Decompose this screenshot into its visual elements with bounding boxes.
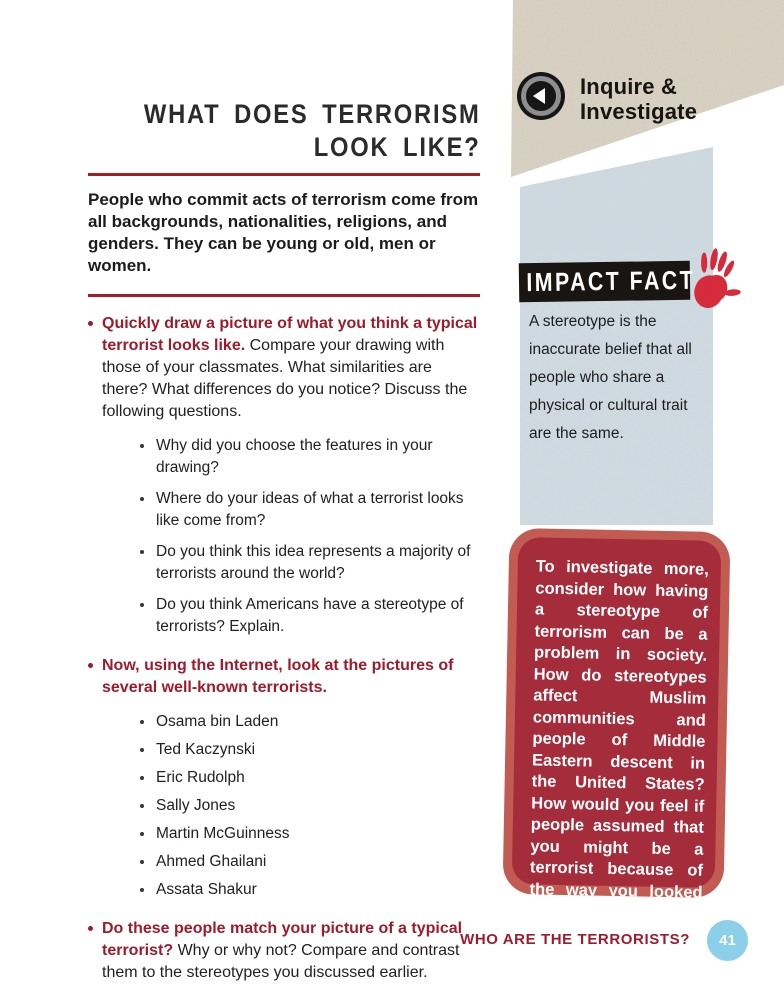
question-item: Why did you choose the features in your drawing? [140,435,480,479]
step-lead: Now, using the Internet, look at the pictures of several well-known terrorists. [102,657,454,696]
page-title-line1: WHAT DOES TERRORISM [143,99,480,129]
activity-steps [88,313,480,984]
investigate-more-text: To investigate more, consider how having a stereotype of terrorism can be a problem in society. How do stereotypes affect Muslim communities and people of Middle Eastern descent in the United States? How would you feel if people assumed that you might be a terrorist because of the way you looked or your religion? [529,557,709,922]
bullet-icon [140,804,144,808]
question-item: Where do your ideas of what a terrorist looks like come from? [140,488,480,532]
name-item: Ahmed Ghailani [140,851,480,873]
chapter-footer: WHO ARE THE TERRORISTS? [460,931,690,948]
bullet-icon [140,550,144,554]
step-item [88,918,480,984]
investigate-more-box [503,528,731,922]
page-number-badge: 41 [707,920,748,961]
red-rule-top [88,173,480,176]
red-bullet-icon [88,321,93,326]
main-column [88,98,480,984]
name-item: Sally Jones [140,795,480,817]
question-item: Do you think Americans have a stereotype of terrorists? Explain. [140,594,480,638]
bullet-icon [140,776,144,780]
impact-fact-banner [519,261,696,302]
step-lead: Quickly draw a picture of what you think a typical terrorist looks like. [102,315,478,354]
red-rule-bottom [88,294,480,297]
section-heading [580,74,697,124]
red-bullet-icon [88,926,93,931]
name-item: Assata Shakur [140,879,480,901]
investigate-more-inner [512,537,722,922]
red-bullet-icon [88,663,93,668]
bullet-icon [140,444,144,448]
step-item [88,655,480,911]
bullet-icon [140,860,144,864]
impact-fact-text: A stereotype is the inaccurate belief that all people who share a physical or cultural trait are the same. [529,313,692,442]
name-item: Ted Kaczynski [140,739,480,761]
section-heading-line1: Inquire & [580,74,678,99]
name-item: Eric Rudolph [140,767,480,789]
bullet-icon [140,888,144,892]
page-title-line2: LOOK LIKE? [313,132,480,162]
name-item: Martin McGuinness [140,823,480,845]
intro-paragraph: People who commit acts of terrorism come from all backgrounds, nationalities, religions, and genders. They can be young or old, men or women. [88,190,479,275]
step-item [88,313,480,648]
bullet-icon [140,832,144,836]
bullet-icon [140,748,144,752]
question-list [140,435,480,638]
bullet-icon [140,720,144,724]
play-left-icon [521,76,561,116]
step-rest: Why or why not? Compare and contrast them to the stereotypes you discussed earlier. [102,942,460,981]
question-item: Do you think this idea represents a majority of terrorists around the world? [140,541,480,585]
bullet-icon [140,497,144,501]
section-heading-line2: Investigate [580,99,698,124]
step-rest: Compare your drawing with those of your classmates. What similarities are there? What differences do you notice? Discuss the following questions. [102,337,468,420]
impact-fact-label: IMPACT FACT [526,264,696,298]
terrorist-name-list [140,711,480,901]
name-item: Osama bin Laden [140,711,480,733]
step-lead: Do these people match your picture of a typical terrorist? [102,920,463,959]
bullet-icon [140,603,144,607]
